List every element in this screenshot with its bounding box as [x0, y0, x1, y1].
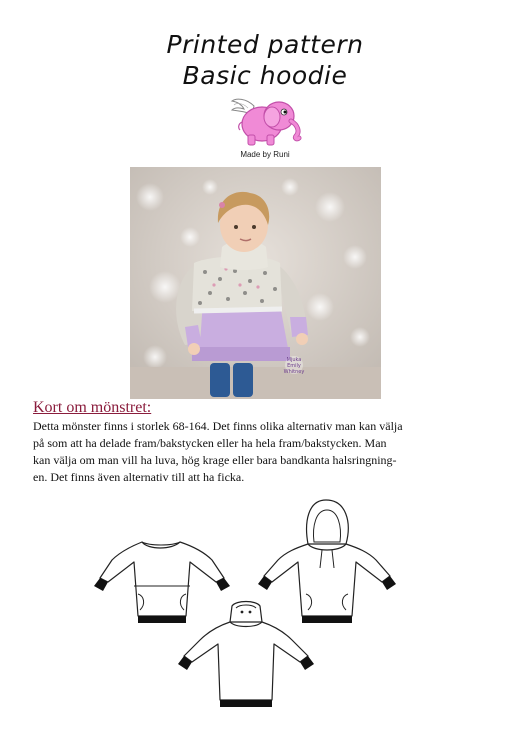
section-heading: Kort om mönstret:: [33, 399, 152, 416]
title-line-1: Printed pattern: [166, 30, 364, 59]
description-text: [33, 418, 478, 486]
watermark-line-1: Mjuka: [286, 357, 302, 363]
watermark-line-2: Emily Whitney: [283, 363, 305, 375]
description-line: en. Det finns även alternativ till att ha ficka.: [33, 470, 245, 484]
product-photo: [130, 167, 381, 399]
sweater-high-collar-icon: [176, 600, 316, 712]
title-line-2: Basic hoodie: [182, 61, 348, 90]
brand-label: Made by Runi: [240, 150, 290, 159]
description-line: på som att ha delade fram/bakstycken eller ha hela fram/bakstycken. Man: [33, 436, 387, 450]
pink-elephant-logo-icon: [224, 92, 306, 152]
description-line: Detta mönster finns i storlek 68-164. Det finns olika alternativ man kan välja: [33, 419, 403, 433]
photo-watermark: [276, 357, 312, 375]
description-line: kan välja om man vill ha luva, hög krage eller bara bandkanta halsringning-: [33, 453, 397, 467]
child-in-hoodie-photo: [130, 167, 381, 399]
